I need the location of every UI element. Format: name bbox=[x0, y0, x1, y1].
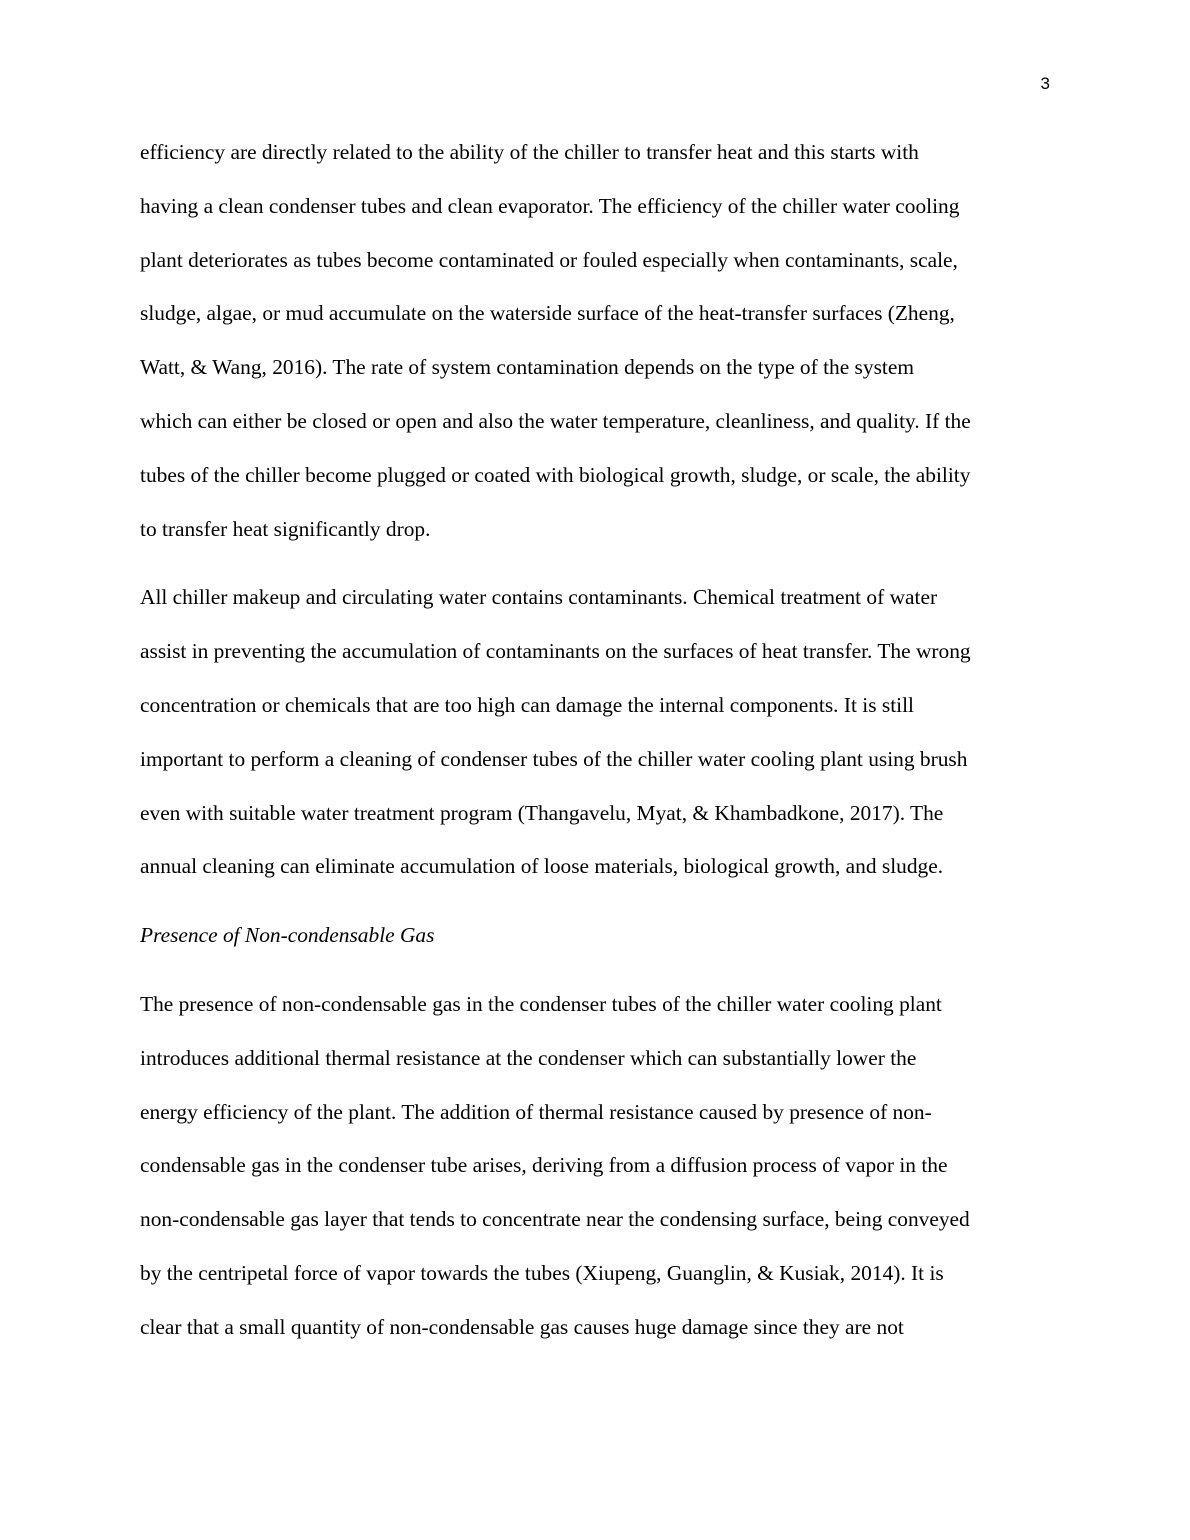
section-heading: Presence of Non-condensable Gas bbox=[140, 923, 435, 948]
text-line: sludge, algae, or mud accumulate on the waterside surface of the heat-transfer surfaces (Zheng, bbox=[140, 301, 955, 326]
paragraph-spacer bbox=[140, 963, 1070, 978]
text-line: concentration or chemicals that are too high can damage the internal components. It is still bbox=[140, 692, 914, 717]
text-line: to transfer heat significantly drop. bbox=[140, 516, 431, 541]
text-line: energy efficiency of the plant. The addition of thermal resistance caused by presence of non- bbox=[140, 1099, 932, 1124]
text-line: Watt, & Wang, 2016). The rate of system contamination depends on the type of the system bbox=[140, 355, 914, 380]
text-line: tubes of the chiller become plugged or coated with biological growth, sludge, or scale, the ability bbox=[140, 462, 971, 487]
paragraph-water-treatment bbox=[140, 571, 1070, 894]
page-number: 3 bbox=[1040, 74, 1050, 93]
paragraph-chiller-efficiency bbox=[140, 126, 1070, 556]
text-line: All chiller makeup and circulating water contains contaminants. Chemical treatment of water bbox=[140, 585, 938, 610]
text-line: assist in preventing the accumulation of contaminants on the surfaces of heat transfer. The wrong bbox=[140, 639, 971, 664]
paragraph-non-condensable-gas bbox=[140, 978, 1070, 1355]
text-line: even with suitable water treatment program (Thangavelu, Myat, & Khambadkone, 2017). The bbox=[140, 800, 944, 825]
text-line: condensable gas in the condenser tube arises, deriving from a diffusion process of vapor in the bbox=[140, 1153, 948, 1178]
text-line: important to perform a cleaning of condenser tubes of the chiller water cooling plant using brush bbox=[140, 746, 968, 771]
paragraph-spacer bbox=[140, 556, 1070, 571]
text-line: by the centripetal force of vapor towards the tubes (Xiupeng, Guanglin, & Kusiak, 2014). It is bbox=[140, 1260, 944, 1285]
text-line: which can either be closed or open and also the water temperature, cleanliness, and quality. If the bbox=[140, 408, 971, 433]
text-line: The presence of non-condensable gas in the condenser tubes of the chiller water cooling plant bbox=[140, 991, 942, 1016]
text-line: annual cleaning can eliminate accumulation of loose materials, biological growth, and sludge. bbox=[140, 854, 944, 879]
text-line: having a clean condenser tubes and clean evaporator. The efficiency of the chiller water cooling bbox=[140, 193, 960, 218]
text-line: efficiency are directly related to the ability of the chiller to transfer heat and this starts with bbox=[140, 140, 919, 164]
body-text bbox=[140, 126, 1070, 1355]
paragraph-spacer bbox=[140, 894, 1070, 909]
text-line: non-condensable gas layer that tends to concentrate near the condensing surface, being conveyed bbox=[140, 1207, 970, 1232]
text-line: introduces additional thermal resistance at the condenser which can substantially lower the bbox=[140, 1045, 917, 1070]
text-line: clear that a small quantity of non-condensable gas causes huge damage since they are not bbox=[140, 1314, 904, 1339]
text-line: plant deteriorates as tubes become contaminated or fouled especially when contaminants, scale, bbox=[140, 247, 958, 272]
